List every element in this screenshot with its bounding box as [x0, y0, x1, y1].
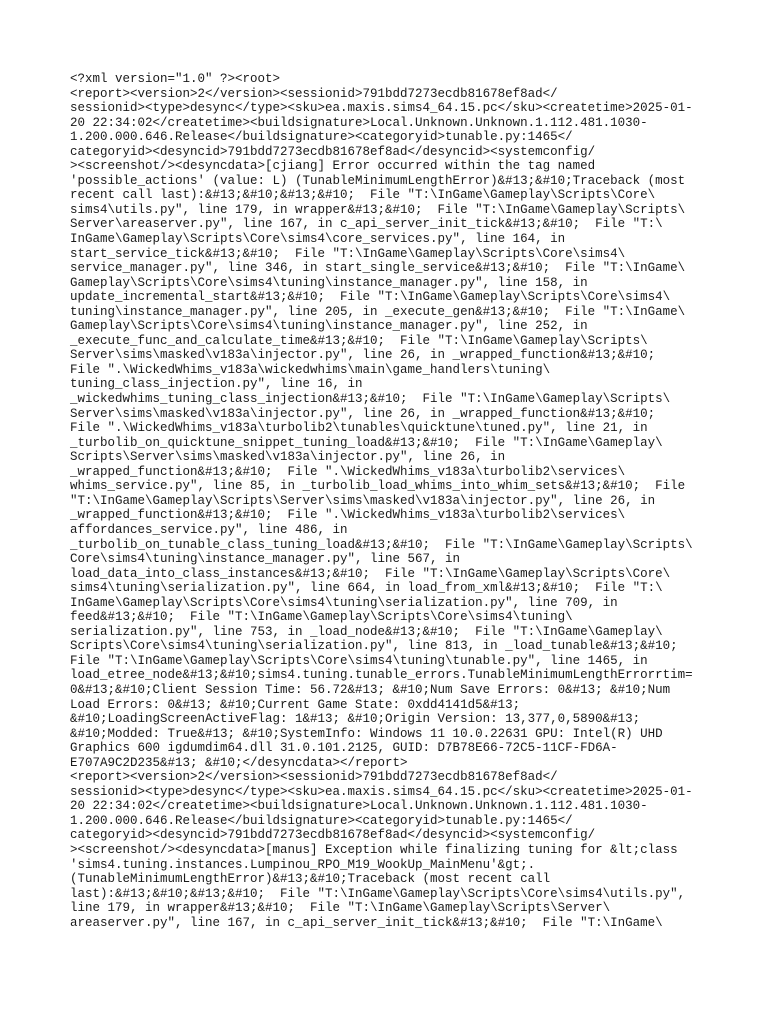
log-line: Server\areaserver.py", line 167, in c_api_server_init_tick&#13;&#10; File "T:\ — [70, 217, 663, 232]
log-line: &#10;Modded: True&#13; &#10;SystemInfo: Windows 11 10.0.22631 GPU: Intel(R) UHD — [70, 726, 663, 741]
log-line: File "T:\InGame\Gameplay\Scripts\Core\sims4\tuning\tunable.py", line 1465, in — [70, 653, 648, 668]
log-line: 'sims4.tuning.instances.Lumpinou_RPO_M19_WookUp_MainMenu'&gt;. — [70, 857, 536, 872]
log-line: Gameplay\Scripts\Core\sims4\tuning\instance_manager.py", line 158, in — [70, 275, 588, 290]
log-line: recent call last):&#13;&#10;&#13;&#10; File "T:\InGame\Gameplay\Scripts\Core\ — [70, 188, 656, 203]
log-line: 20 22:34:02</createtime><buildsignature>Local.Unknown.Unknown.1.112.481.1030- — [70, 115, 648, 130]
log-line: 'possible_actions' (value: L) (TunableMinimumLengthError)&#13;&#10;Traceback (most — [70, 173, 686, 188]
log-line: Graphics 600 igdumdim64.dll 31.0.101.2125, GUID: D7B78E66-72C5-11CF-FD6A- — [70, 741, 618, 756]
log-line: service_manager.py", line 346, in start_single_service&#13;&#10; File "T:\InGame\ — [70, 261, 686, 276]
log-line: File ".\WickedWhims_v183a\wickedwhims\main\game_handlers\tuning\ — [70, 362, 551, 377]
log-line: start_service_tick&#13;&#10; File "T:\InGame\Gameplay\Scripts\Core\sims4\ — [70, 246, 626, 261]
log-line: tuning_class_injection.py", line 16, in — [70, 377, 363, 392]
log-line: <?xml version="1.0" ?><root> — [70, 72, 281, 86]
log-line: whims_service.py", line 85, in _turbolib_load_whims_into_whim_sets&#13;&#10; File — [70, 479, 686, 494]
log-line: 0&#13;&#10;Client Session Time: 56.72&#13; &#10;Num Save Errors: 0&#13; &#10;Num — [70, 682, 671, 697]
log-line: ><screenshot/><desyncdata>[manus] Exception while finalizing tuning for &lt;class — [70, 842, 678, 857]
log-line: "T:\InGame\Gameplay\Scripts\Server\sims\masked\v183a\injector.py", line 26, in — [70, 493, 656, 508]
log-line: feed&#13;&#10; File "T:\InGame\Gameplay\Scripts\Core\sims4\tuning\ — [70, 610, 573, 625]
log-line: load_data_into_class_instances&#13;&#10; File "T:\InGame\Gameplay\Scripts\Core\ — [70, 566, 671, 581]
log-line: load_etree_node&#13;&#10;sims4.tuning.tunable_errors.TunableMinimumLengthErrorrtim= — [70, 668, 693, 683]
log-line: areaserver.py", line 167, in c_api_server_init_tick&#13;&#10; File "T:\InGame\ — [70, 915, 663, 930]
log-line: _turbolib_on_quicktune_snippet_tuning_load&#13;&#10; File "T:\InGame\Gameplay\ — [70, 435, 663, 450]
log-line: sims4\utils.py", line 179, in wrapper&#13;&#10; File "T:\InGame\Gameplay\Scripts\ — [70, 202, 686, 217]
log-line: categoryid><desyncid>791bdd7273ecdb81678ef8ad</desyncid><systemconfig/ — [70, 144, 596, 159]
log-line: <report><version>2</version><sessionid>791bdd7273ecdb81678ef8ad</ — [70, 770, 558, 785]
log-line: Gameplay\Scripts\Core\sims4\tuning\instance_manager.py", line 252, in — [70, 319, 588, 334]
log-line: _wrapped_function&#13;&#10; File ".\WickedWhims_v183a\turbolib2\services\ — [70, 508, 626, 523]
log-line: Scripts\Server\sims\masked\v183a\injector.py", line 26, in — [70, 450, 506, 465]
log-line: _turbolib_on_tunable_class_tuning_load&#13;&#10; File "T:\InGame\Gameplay\Scripts\ — [70, 537, 693, 552]
log-line: sessionid><type>desync</type><sku>ea.maxis.sims4_64.15.pc</sku><createtime>2025-01- — [70, 784, 693, 799]
log-line: Load Errors: 0&#13; &#10;Current Game State: 0xdd4141d5&#13; — [70, 697, 521, 712]
log-line: (TunableMinimumLengthError)&#13;&#10;Traceback (most recent call — [70, 872, 551, 887]
log-line: ><screenshot/><desyncdata>[cjiang] Error occurred within the tag named — [70, 159, 596, 174]
log-line: 1.200.000.646.Release</buildsignature><categoryid>tunable.py:1465</ — [70, 130, 573, 145]
log-line: 20 22:34:02</createtime><buildsignature>Local.Unknown.Unknown.1.112.481.1030- — [70, 799, 648, 814]
log-line: _wrapped_function&#13;&#10; File ".\WickedWhims_v183a\turbolib2\services\ — [70, 464, 626, 479]
log-line: File ".\WickedWhims_v183a\turbolib2\tunables\quicktune\tuned.py", line 21, in — [70, 421, 648, 436]
log-line: Server\sims\masked\v183a\injector.py", line 26, in _wrapped_function&#13;&#10; — [70, 348, 656, 363]
log-line: sims4\tuning\serialization.py", line 664, in load_from_xml&#13;&#10; File "T:\ — [70, 581, 663, 596]
log-line: serialization.py", line 753, in _load_node&#13;&#10; File "T:\InGame\Gameplay\ — [70, 624, 663, 639]
log-line: sessionid><type>desync</type><sku>ea.maxis.sims4_64.15.pc</sku><createtime>2025-01- — [70, 101, 693, 116]
log-line: last):&#13;&#10;&#13;&#10; File "T:\InGame\Gameplay\Scripts\Core\sims4\utils.py", — [70, 886, 686, 901]
log-line: Core\sims4\tuning\instance_manager.py", line 567, in — [70, 552, 461, 567]
log-line: update_incremental_start&#13;&#10; File "T:\InGame\Gameplay\Scripts\Core\sims4\ — [70, 290, 671, 305]
log-line: categoryid><desyncid>791bdd7273ecdb81678ef8ad</desyncid><systemconfig/ — [70, 828, 596, 843]
log-line: InGame\Gameplay\Scripts\Core\sims4\core_services.py", line 164, in — [70, 232, 566, 247]
log-line: _execute_func_and_calculate_time&#13;&#10; File "T:\InGame\Gameplay\Scripts\ — [70, 333, 648, 348]
log-line: _wickedwhims_tuning_class_injection&#13;&#10; File "T:\InGame\Gameplay\Scripts\ — [70, 392, 671, 407]
log-text-block — [70, 72, 710, 930]
log-line: E707A9C2D235&#13; &#10;</desyncdata></report> — [70, 755, 408, 770]
log-line: Scripts\Core\sims4\tuning\serialization.py", line 813, in _load_tunable&#13;&#10; — [70, 639, 678, 654]
log-line: 1.200.000.646.Release</buildsignature><categoryid>tunable.py:1465</ — [70, 813, 573, 828]
log-line: tuning\instance_manager.py", line 205, in _execute_gen&#13;&#10; File "T:\InGame\ — [70, 304, 686, 319]
log-line: affordances_service.py", line 486, in — [70, 522, 348, 537]
log-line: <report><version>2</version><sessionid>791bdd7273ecdb81678ef8ad</ — [70, 86, 558, 101]
log-line: &#10;LoadingScreenActiveFlag: 1&#13; &#10;Origin Version: 13,377,0,5890&#13; — [70, 712, 641, 727]
log-line: InGame\Gameplay\Scripts\Core\sims4\tuning\serialization.py", line 709, in — [70, 595, 618, 610]
log-line: line 179, in wrapper&#13;&#10; File "T:\InGame\Gameplay\Scripts\Server\ — [70, 901, 611, 916]
log-line: Server\sims\masked\v183a\injector.py", line 26, in _wrapped_function&#13;&#10; — [70, 406, 656, 421]
